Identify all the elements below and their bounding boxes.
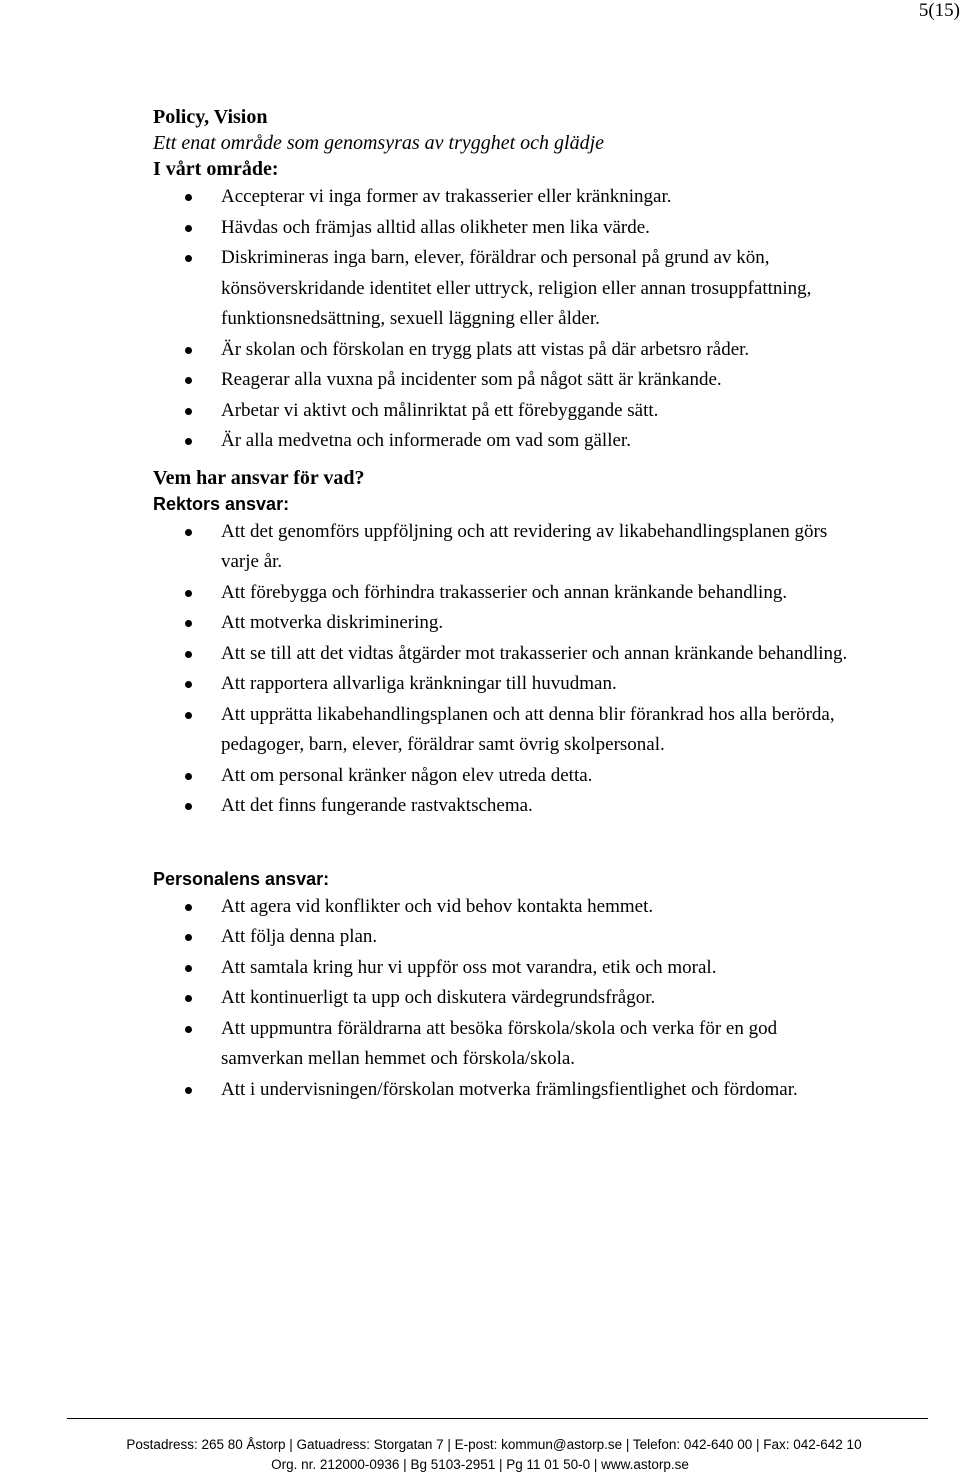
list-item: Är alla medvetna och informerade om vad som gäller. — [153, 426, 853, 457]
document-body — [153, 104, 853, 1105]
policy-list — [153, 182, 853, 457]
principal-list — [153, 517, 853, 822]
principal-heading: Rektors ansvar: — [153, 493, 290, 514]
footer-divider — [67, 1418, 928, 1419]
list-item: Att samtala kring hur vi uppför oss mot varandra, etik och moral. — [153, 953, 853, 984]
list-item: Att rapportera allvarliga kränkningar till huvudman. — [153, 669, 853, 700]
list-item: Accepterar vi inga former av trakasserier eller kränkningar. — [153, 182, 853, 213]
vision-subtitle: Ett enat område som genomsyras av trygghet och glädje — [153, 132, 605, 154]
list-item: Reagerar alla vuxna på incidenter som på något sätt är kränkande. — [153, 365, 853, 396]
list-item: Att uppmuntra föräldrarna att besöka förskola/skola och verka för en god samverkan mellan hemmet och förskola/skola. — [153, 1014, 853, 1075]
list-item: Att förebygga och förhindra trakasserier och annan kränkande behandling. — [153, 578, 853, 609]
list-item: Diskrimineras inga barn, elever, föräldrar och personal på grund av kön, könsöverskridande identitet eller uttryck, religion eller annan trosuppfattning, funktionsnedsättning, sexuell läggning eller ålder. — [153, 243, 853, 335]
list-item: Att det genomförs uppföljning och att revidering av likabehandlingsplanen görs varje år. — [153, 517, 853, 578]
staff-heading: Personalens ansvar: — [153, 868, 330, 889]
list-item: Att det finns fungerande rastvaktschema. — [153, 791, 853, 822]
policy-title: Policy, Vision — [153, 106, 268, 128]
list-item: Att upprätta likabehandlingsplanen och att denna blir förankrad hos alla berörda, pedagoger, barn, elever, föräldrar samt övrig skolpersonal. — [153, 700, 853, 761]
page-number: 5(15) — [918, 0, 960, 21]
list-item: Att agera vid konflikter och vid behov kontakta hemmet. — [153, 892, 853, 923]
footer-registration: Org. nr. 212000-0936 | Bg 5103-2951 | Pg 11 01 50-0 | www.astorp.se — [271, 1457, 689, 1472]
list-item: Att i undervisningen/förskolan motverka främlingsfientlighet och fördomar. — [153, 1075, 853, 1106]
list-item: Att se till att det vidtas åtgärder mot trakasserier och annan kränkande behandling. — [153, 639, 853, 670]
list-item: Att om personal kränker någon elev utreda detta. — [153, 761, 853, 792]
responsibility-heading: Vem har ansvar för vad? — [153, 466, 365, 489]
staff-list — [153, 892, 853, 1106]
list-item: Att motverka diskriminering. — [153, 608, 853, 639]
list-item: Är skolan och förskolan en trygg plats att vistas på där arbetsro råder. — [153, 335, 853, 366]
list-item: Hävdas och främjas alltid allas olikheter men lika värde. — [153, 213, 853, 244]
list-item: Att kontinuerligt ta upp och diskutera värdegrundsfrågor. — [153, 983, 853, 1014]
footer-contact: Postadress: 265 80 Åstorp | Gatuadress: Storgatan 7 | E-post: kommun@astorp.se | Telefon: 042-640 00 | Fax: 042-642 10 — [126, 1437, 862, 1452]
area-heading: I vårt område: — [153, 158, 279, 180]
list-item: Att följa denna plan. — [153, 922, 853, 953]
list-item: Arbetar vi aktivt och målinriktat på ett förebyggande sätt. — [153, 396, 853, 427]
